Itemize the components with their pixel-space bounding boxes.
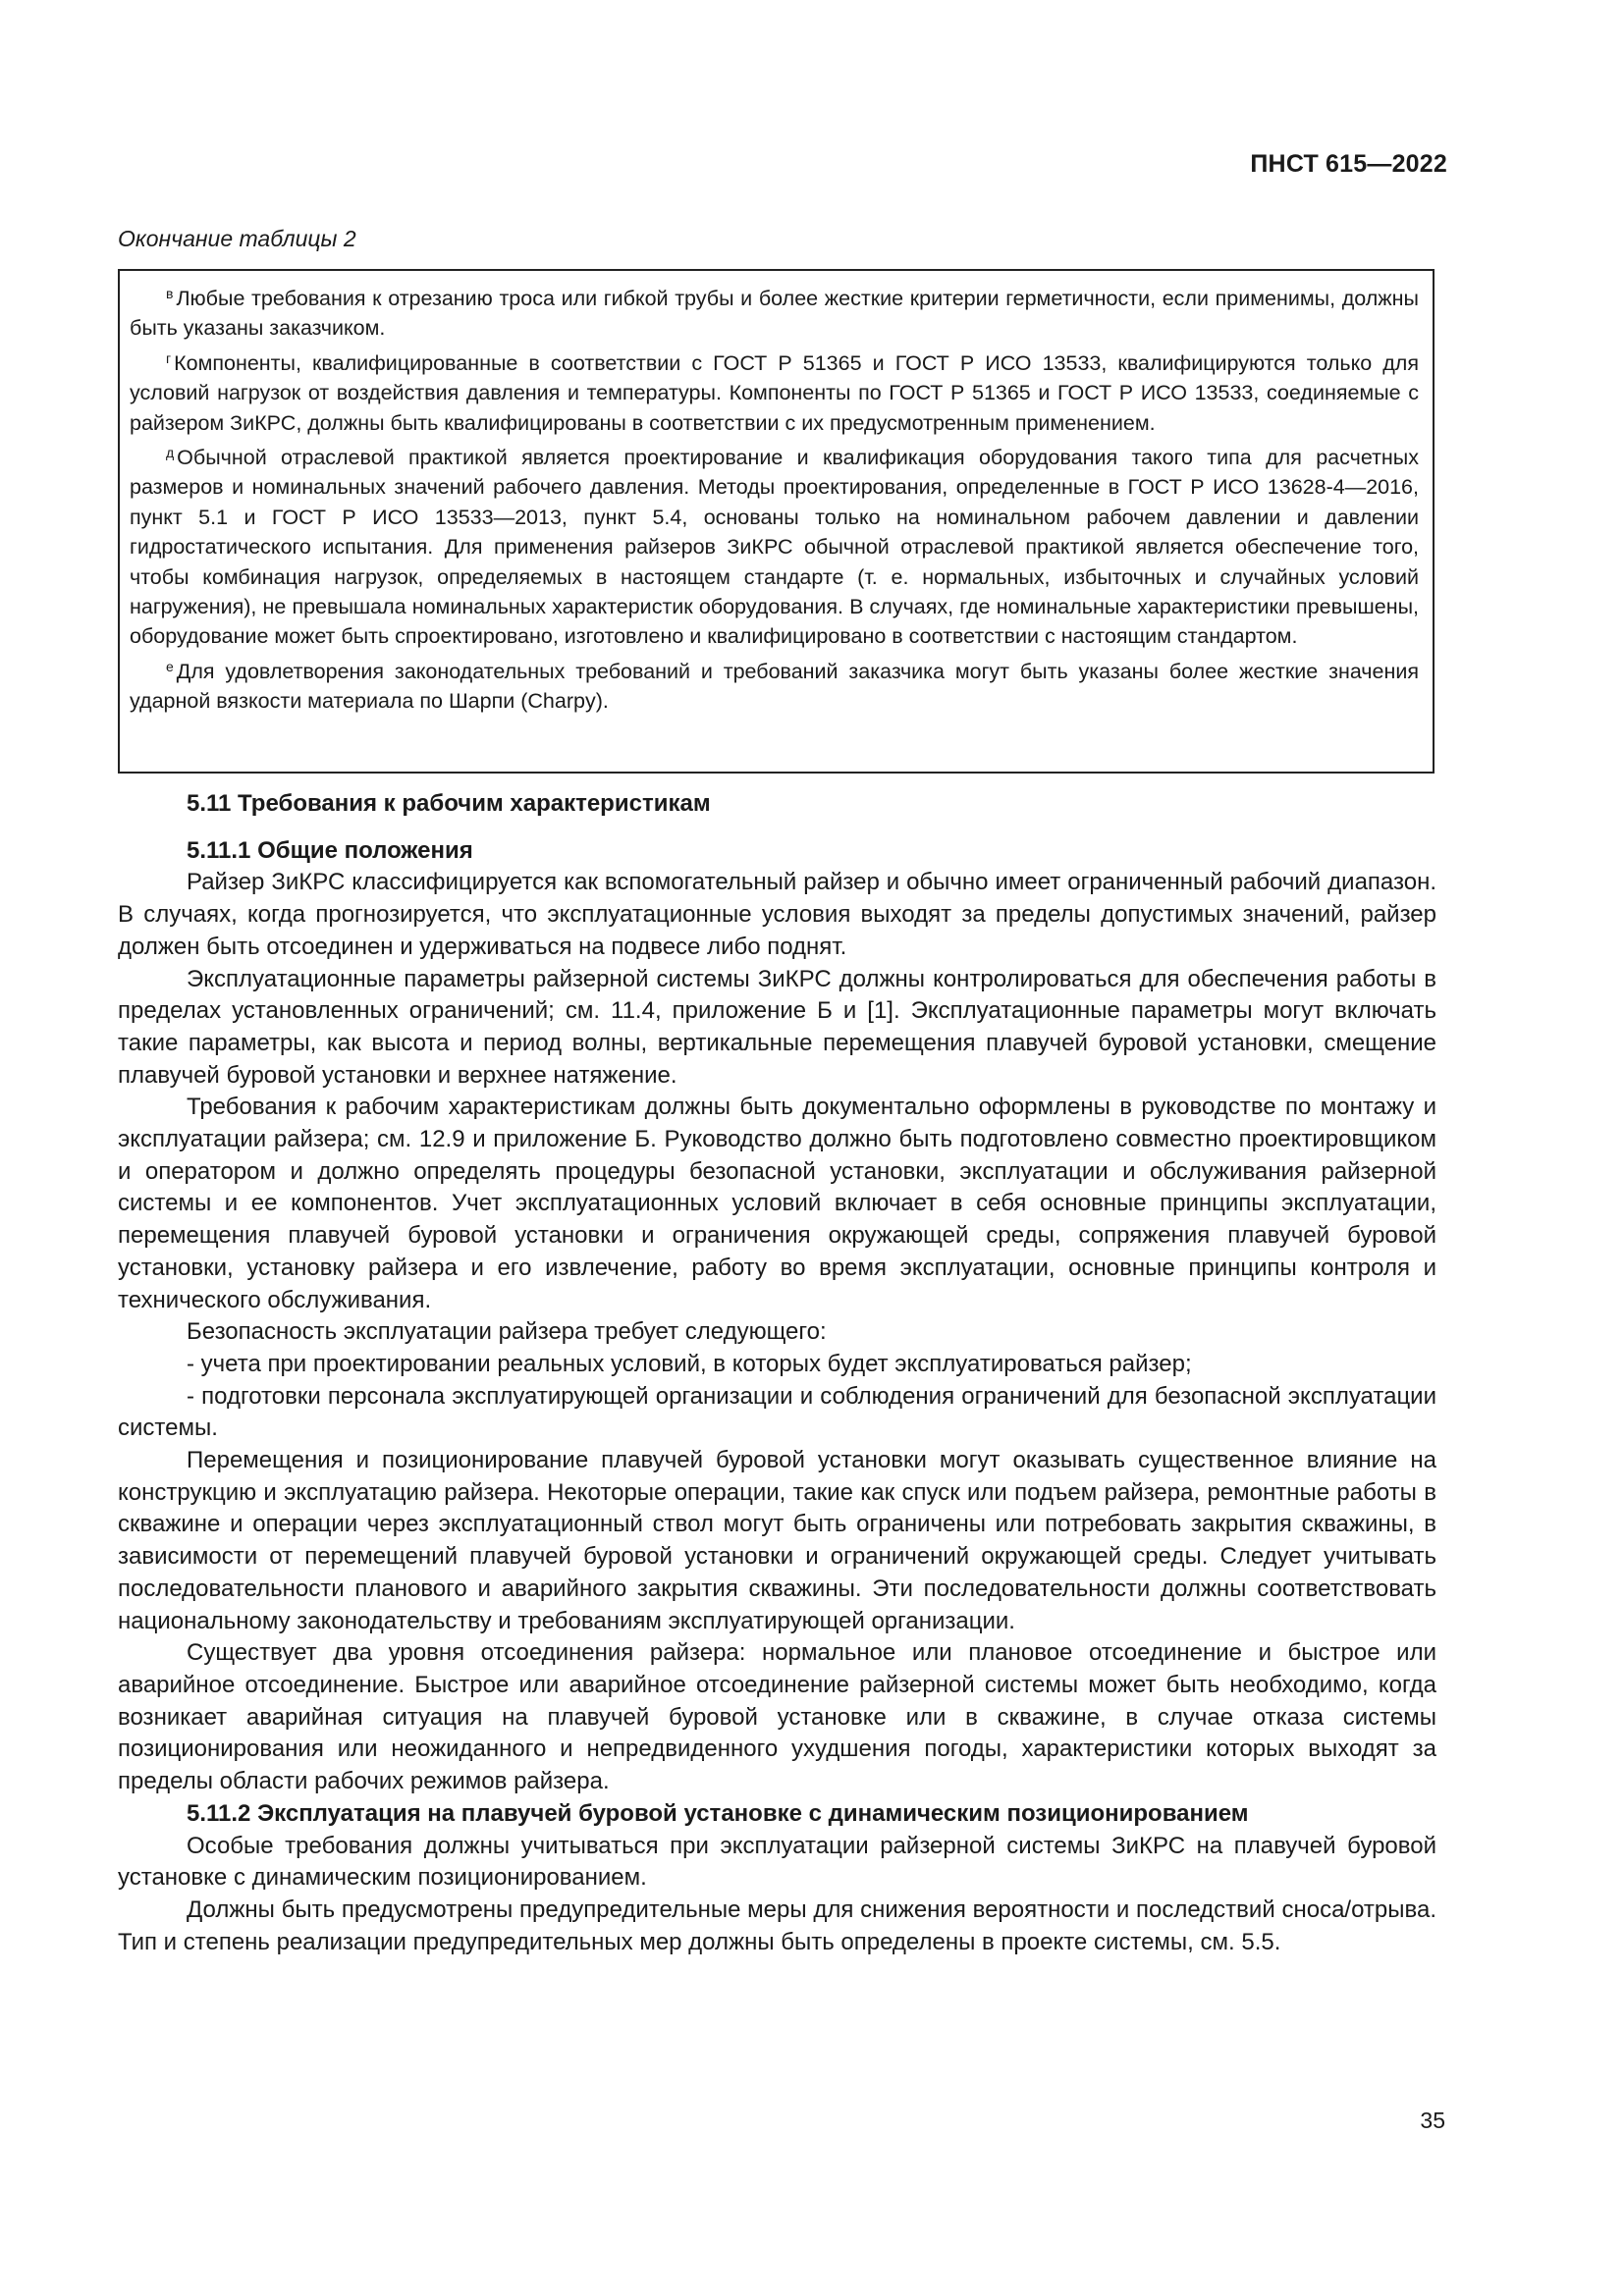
paragraph: Особые требования должны учитываться при эксплуатации райзерной системы ЗиКРС на плавучей буровой установке с динамическим позиционированием. xyxy=(118,1832,1436,1892)
footnote-mark: е xyxy=(166,658,174,674)
paragraph: Перемещения и позиционирование плавучей буровой установки могут оказывать существенное влияние на конструкцию и эксплуатацию райзера. Некоторые операции, такие как спуск или подъем райзера, ремонтные работы в скважине и операции через эксплуатационный ствол могут быть ограничены или потребовать закрытия скважины, в зависимости от перемещений плавучей буровой установки и ограничений окружающей среды. Следует учитывать последовательности планового и аварийного закрытия скважины. Эти последовательности должны соответствовать национальному законодательству и требованиям эксплуатирующей организации. xyxy=(118,1447,1436,1634)
footnote-mark: д xyxy=(166,445,175,461)
table-caption: Окончание таблицы 2 xyxy=(118,226,356,251)
footnote-text: Компоненты, квалифицированные в соответствии с ГОСТ Р 51365 и ГОСТ Р ИСО 13533, квалифицируются только для условий нагрузок от воздействия давления и температуры. Компоненты по ГОСТ Р 51365 и ГОСТ Р ИСО 13533, соединяемые с райзером ЗиКРС, должны быть квалифицированы в соответствии с их предусмотренным применением. xyxy=(130,350,1419,435)
footnote-text: Для удовлетворения законодательных требований и требований заказчика могут быть указаны более жесткие значения ударной вязкости материала по Шарпи (Charpy). xyxy=(130,659,1419,714)
footnote-mark: в xyxy=(166,286,174,301)
main-text xyxy=(118,788,1436,1958)
subsection-heading-5-11-2: 5.11.2 Эксплуатация на плавучей буровой установке с динамическим позиционированием xyxy=(187,1799,1249,1827)
paragraph: Эксплуатационные параметры райзерной системы ЗиКРС должны контролироваться для обеспечения работы в пределах установленных ограничений; см. 11.4, приложение Б и [1]. Эксплуатационные параметры могут включать такие параметры, как высота и период волны, вертикальные перемещения плавучей буровой установки, смещение плавучей буровой установки и верхнее натяжение. xyxy=(118,965,1436,1089)
table-footnotes-box xyxy=(118,269,1435,774)
footnote-d xyxy=(130,438,1419,652)
footnote-text: Любые требования к отрезанию троса или гибкой трубы и более жесткие критерии герметичности, если применимы, должны быть указаны заказчиком. xyxy=(130,287,1419,341)
document-code: ПНСТ 615—2022 xyxy=(1250,150,1447,178)
footnote-mark: г xyxy=(166,349,172,366)
section-heading-5-11: 5.11 Требования к рабочим характеристикам xyxy=(187,790,711,817)
subsection-heading-5-11-1: 5.11.1 Общие положения xyxy=(187,836,473,864)
footnote-v xyxy=(130,279,1419,344)
list-item: - подготовки персонала эксплуатирующей организации и соблюдения ограничений для безопасной эксплуатации системы. xyxy=(118,1382,1436,1442)
footnote-e xyxy=(130,652,1419,717)
footnote-text: Обычной отраслевой практикой является проектирование и квалификация оборудования такого типа для расчетных размеров и номинальных значений рабочего давления. Методы проектирования, определенные в ГОСТ Р ИСО 13628-4—2016, пункт 5.1 и ГОСТ Р ИСО 13533—2013, пункт 5.4, основаны только на номинальном рабочем давлении и давлении гидростатического испытания. Для применения райзеров ЗиКРС обычной отраслевой практикой является обеспечение того, чтобы комбинация нагрузок, определяемых в настоящем стандарте (т. е. нормальных, избыточных и случайных условий нагружения), не превышала номинальных характеристик оборудования. В случаях, где номинальные характеристики превышены, оборудование может быть спроектировано, изготовлено и квалифицировано в соответствии с настоящим стандартом. xyxy=(130,446,1419,649)
paragraph: Требования к рабочим характеристикам должны быть документально оформлены в руководстве по монтажу и эксплуатации райзера; см. 12.9 и приложение Б. Руководство должно быть подготовлено совместно проектировщиком и оператором и должно определять процедуры безопасной установки, эксплуатации и обслуживания райзерной системы и ее компонентов. Учет эксплуатационных условий включает в себя основные принципы эксплуатации, перемещения плавучей буровой установки и ограничения окружающей среды, сопряжения плавучей буровой установки, установку райзера и его извлечение, работу во время эксплуатации, основные принципы контроля и технического обслуживания. xyxy=(118,1094,1436,1313)
paragraph: Существует два уровня отсоединения райзера: нормальное или плановое отсоединение и быстрое или аварийное отсоединение. Быстрое или аварийное отсоединение райзерной системы может быть необходимо, когда возникает аварийная ситуация на плавучей буровой установке или в скважине, в случае отказа системы позиционирования или неожиданного и непредвиденного ухудшения погоды, характеристики которых выходят за пределы области рабочих режимов райзера. xyxy=(118,1639,1436,1795)
list-item: - учета при проектировании реальных условий, в которых будет эксплуатироваться райзер; xyxy=(187,1350,1192,1377)
footnote-g xyxy=(130,344,1419,438)
page-number: 35 xyxy=(1420,2108,1445,2133)
paragraph: Райзер ЗиКРС классифицируется как вспомогательный райзер и обычно имеет ограниченный рабочий диапазон. В случаях, когда прогнозируется, что эксплуатационные условия выходят за пределы допустимых значений, райзер должен быть отсоединен и удерживаться на подвесе либо поднят. xyxy=(118,869,1436,960)
paragraph: Должны быть предусмотрены предупредительные меры для снижения вероятности и последствий сноса/отрыва. Тип и степень реализации предупредительных мер должны быть определены в проекте системы, см. 5.5. xyxy=(118,1896,1436,1955)
paragraph: Безопасность эксплуатации райзера требует следующего: xyxy=(187,1318,827,1346)
